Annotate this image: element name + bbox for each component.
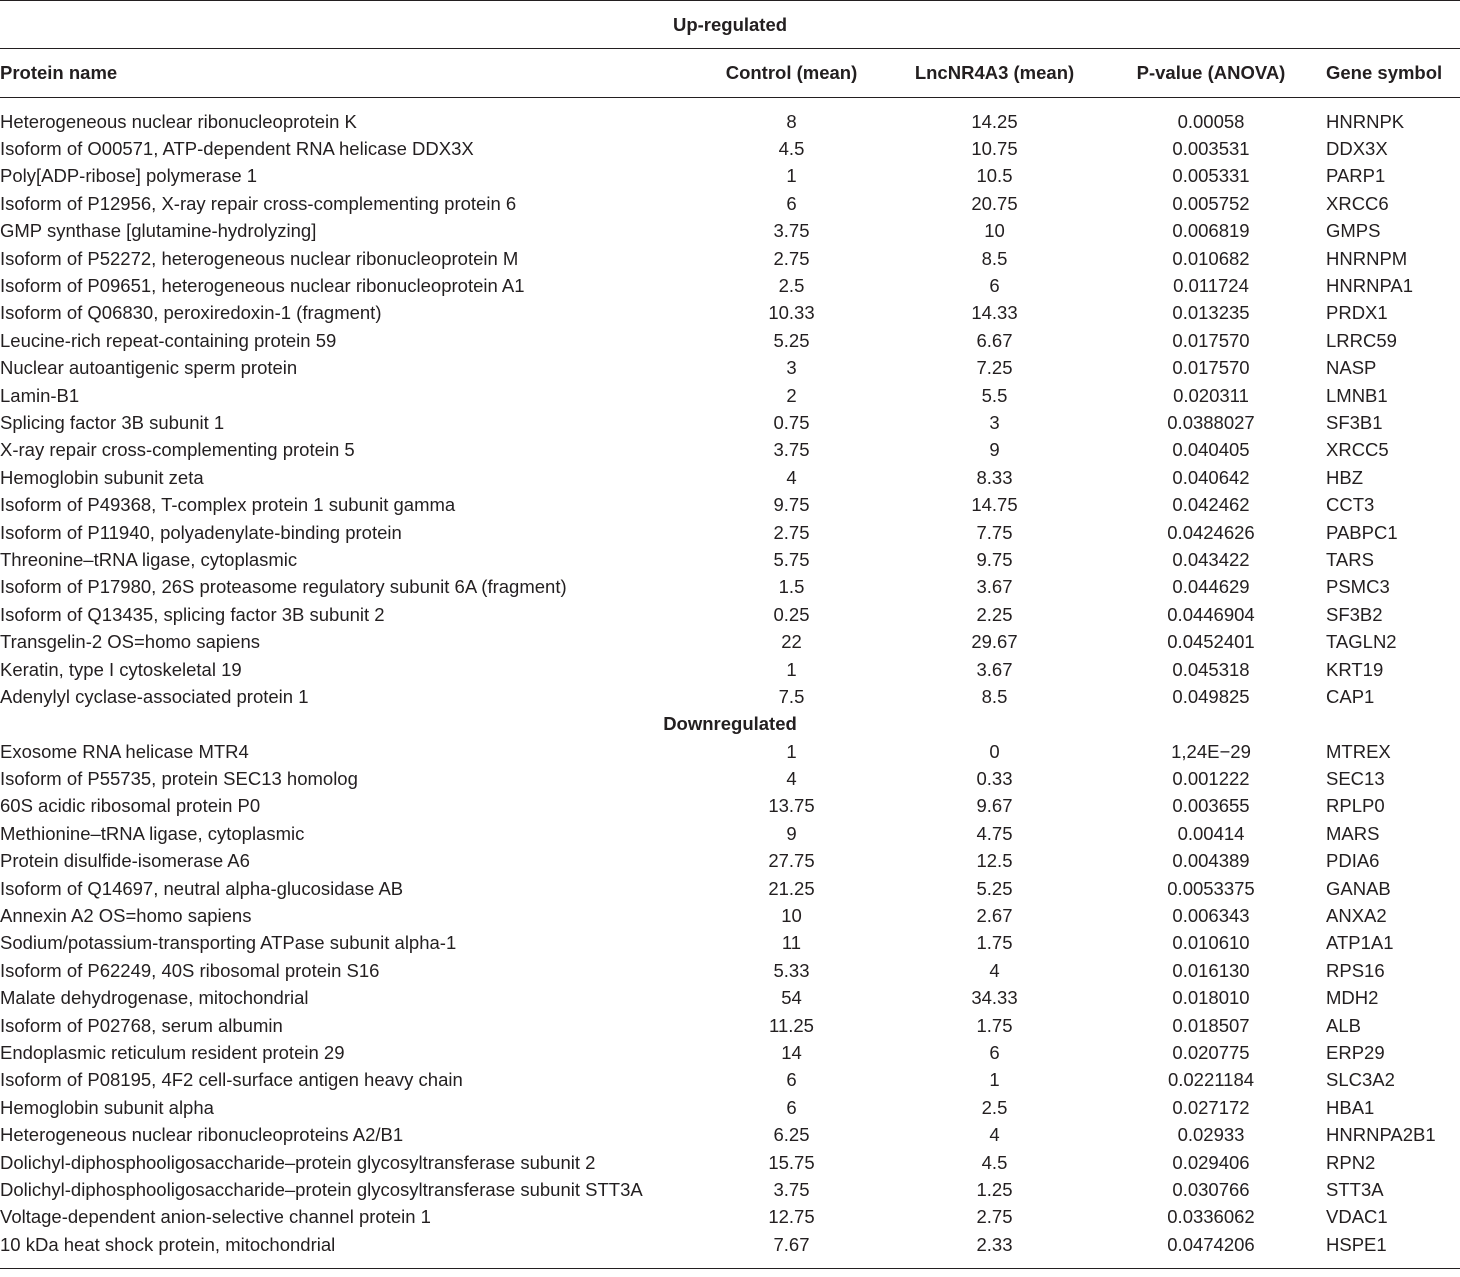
p-value-cell: 0.017570 — [1172, 329, 1250, 351]
protein-name-cell: Nuclear autoantigenic sperm protein — [0, 357, 298, 379]
protein-name-cell: Isoform of P55735, protein SEC13 homolog — [0, 768, 358, 790]
table-row — [0, 98, 1460, 136]
protein-name-cell: Threonine–tRNA ligase, cytoplasmic — [0, 548, 298, 570]
protein-name-cell: Isoform of P09651, heterogeneous nuclear ribonucleoprotein A1 — [0, 275, 525, 297]
table-row — [0, 1231, 1460, 1269]
p-value-cell: 0.003655 — [1172, 795, 1250, 817]
gene-symbol-cell: PDIA6 — [1326, 850, 1380, 872]
table-row — [0, 875, 1460, 902]
protein-name-cell: Isoform of Q06830, peroxiredoxin-1 (fragment) — [0, 302, 382, 324]
protein-name-cell: Isoform of O00571, ATP-dependent RNA helicase DDX3X — [0, 138, 474, 160]
p-value-cell: 0.005331 — [1172, 165, 1250, 187]
protein-name-cell: Heterogeneous nuclear ribonucleoproteins A2/B1 — [0, 1124, 404, 1146]
lncnr4a3-mean-cell: 2.33 — [893, 1231, 1096, 1269]
p-value-cell: 0.018507 — [1172, 1014, 1250, 1036]
p-value-cell: 0.0452401 — [1167, 631, 1255, 653]
lncnr4a3-mean-cell: 0 — [989, 740, 1000, 762]
protein-name-cell: Methionine–tRNA ligase, cytoplasmic — [0, 822, 305, 844]
table-row — [0, 1067, 1460, 1094]
protein-name-cell: Poly[ADP-ribose] polymerase 1 — [0, 165, 258, 187]
control-mean-cell: 8 — [786, 110, 797, 132]
control-mean-cell: 3 — [786, 357, 797, 379]
lncnr4a3-mean-cell: 8.5 — [981, 247, 1008, 269]
p-value-cell: 0.0424626 — [1167, 521, 1255, 543]
lncnr4a3-mean-cell: 4.75 — [976, 822, 1013, 844]
table-row — [0, 135, 1460, 162]
lncnr4a3-mean-cell: 14.33 — [971, 302, 1018, 324]
p-value-cell: 0.018010 — [1172, 987, 1250, 1009]
lncnr4a3-mean-cell: 6 — [989, 1041, 1000, 1063]
protein-name-cell: Endoplasmic reticulum resident protein 29 — [0, 1041, 345, 1063]
p-value-cell: 0.0221184 — [1167, 1069, 1255, 1091]
control-mean-cell: 13.75 — [768, 795, 815, 817]
control-mean-cell: 15.75 — [768, 1151, 815, 1173]
control-mean-cell: 3.75 — [773, 220, 810, 242]
gene-symbol-cell: PABPC1 — [1326, 521, 1398, 543]
table-row — [0, 656, 1460, 683]
control-mean-cell: 1.5 — [778, 576, 805, 598]
gene-symbol-cell: ALB — [1326, 1014, 1361, 1036]
gene-symbol-cell: ANXA2 — [1326, 905, 1387, 927]
control-mean-cell: 3.75 — [773, 439, 810, 461]
protein-name-cell: Isoform of Q14697, neutral alpha-glucosidase AB — [0, 877, 404, 899]
section-title: Downregulated — [663, 713, 797, 735]
gene-symbol-cell: LMNB1 — [1326, 384, 1388, 406]
protein-name-cell: Isoform of P02768, serum albumin — [0, 1014, 283, 1036]
protein-name-cell: Transgelin-2 OS=homo sapiens — [0, 631, 260, 653]
protein-name-cell: Isoform of P49368, T-complex protein 1 subunit gamma — [0, 494, 456, 516]
column-header-gene-symbol: Gene symbol — [1326, 49, 1460, 98]
gene-symbol-cell: RPLP0 — [1326, 795, 1385, 817]
lncnr4a3-mean-cell: 3.67 — [976, 658, 1013, 680]
control-mean-cell: 27.75 — [768, 850, 815, 872]
p-value-cell: 0.0388027 — [1167, 411, 1255, 433]
column-header-protein-name: Protein name — [0, 49, 690, 98]
protein-name-cell: Dolichyl-diphosphooligosaccharide–protein glycosyltransferase subunit 2 — [0, 1151, 596, 1173]
gene-symbol-cell: VDAC1 — [1326, 1206, 1388, 1228]
protein-name-cell: Isoform of P62249, 40S ribosomal protein S16 — [0, 959, 380, 981]
gene-symbol-cell: XRCC5 — [1326, 439, 1389, 461]
p-value-cell: 0.030766 — [1172, 1178, 1250, 1200]
table-body — [0, 1, 1460, 1269]
control-mean-cell: 10 — [781, 905, 802, 927]
lncnr4a3-mean-cell: 12.5 — [976, 850, 1013, 872]
p-value-cell: 0.004389 — [1172, 850, 1250, 872]
table-row — [0, 820, 1460, 847]
gene-symbol-cell: HSPE1 — [1326, 1231, 1460, 1269]
table-row — [0, 382, 1460, 409]
control-mean-cell: 6.25 — [773, 1124, 810, 1146]
gene-symbol-cell: HBZ — [1326, 466, 1363, 488]
control-mean-cell: 54 — [781, 987, 802, 1009]
control-mean-cell: 9 — [786, 822, 797, 844]
lncnr4a3-mean-cell: 5.25 — [976, 877, 1013, 899]
table-row — [0, 601, 1460, 628]
lncnr4a3-mean-cell: 10 — [984, 220, 1005, 242]
control-mean-cell: 9.75 — [773, 494, 810, 516]
gene-symbol-cell: ATP1A1 — [1326, 932, 1394, 954]
p-value-cell: 0.001222 — [1172, 768, 1250, 790]
lncnr4a3-mean-cell: 7.25 — [976, 357, 1013, 379]
protein-name-cell: Annexin A2 OS=homo sapiens — [0, 905, 252, 927]
control-mean-cell: 5.33 — [773, 959, 810, 981]
p-value-cell: 0.003531 — [1172, 138, 1250, 160]
table-row — [0, 464, 1460, 491]
control-mean-cell: 22 — [781, 631, 802, 653]
table-row — [0, 1012, 1460, 1039]
table-row — [0, 218, 1460, 245]
column-header-lncnr4a3-mean: LncNR4A3 (mean) — [893, 49, 1096, 98]
lncnr4a3-mean-cell: 4 — [989, 1124, 1000, 1146]
gene-symbol-cell: SF3B2 — [1326, 603, 1383, 625]
p-value-cell: 1,24E−29 — [1171, 740, 1251, 762]
column-header-control-mean: Control (mean) — [690, 49, 893, 98]
lncnr4a3-mean-cell: 8.5 — [981, 685, 1008, 707]
gene-symbol-cell: PRDX1 — [1326, 302, 1388, 324]
control-mean-cell: 11.25 — [769, 1014, 814, 1036]
control-mean-cell: 4.5 — [778, 138, 805, 160]
gene-symbol-cell: PSMC3 — [1326, 576, 1390, 598]
control-mean-cell: 1 — [786, 740, 797, 762]
gene-symbol-cell: SLC3A2 — [1326, 1069, 1395, 1091]
lncnr4a3-mean-cell: 7.75 — [976, 521, 1013, 543]
gene-symbol-cell: HNRNPA1 — [1326, 275, 1414, 297]
table-row — [0, 245, 1460, 272]
protein-name-cell: Isoform of P17980, 26S proteasome regulatory subunit 6A (fragment) — [0, 576, 567, 598]
table-row — [0, 1094, 1460, 1121]
control-mean-cell: 2.5 — [778, 275, 805, 297]
p-value-cell: 0.027172 — [1172, 1096, 1250, 1118]
control-mean-cell: 14 — [781, 1041, 802, 1063]
p-value-cell: 0.011724 — [1173, 275, 1249, 297]
table-row — [0, 300, 1460, 327]
p-value-cell: 0.042462 — [1172, 494, 1250, 516]
protein-name-cell: Keratin, type I cytoskeletal 19 — [0, 658, 242, 680]
gene-symbol-cell: HBA1 — [1326, 1096, 1375, 1118]
p-value-cell: 0.016130 — [1172, 959, 1250, 981]
p-value-cell: 0.010682 — [1172, 247, 1250, 269]
lncnr4a3-mean-cell: 9 — [989, 439, 1000, 461]
column-header-p-value: P-value (ANOVA) — [1096, 49, 1326, 98]
lncnr4a3-mean-cell: 1.75 — [976, 932, 1013, 954]
gene-symbol-cell: KRT19 — [1326, 658, 1384, 680]
gene-symbol-cell: STT3A — [1326, 1178, 1384, 1200]
table-row — [0, 1176, 1460, 1203]
p-value-cell: 0.044629 — [1172, 576, 1250, 598]
gene-symbol-cell: TAGLN2 — [1326, 631, 1397, 653]
control-mean-cell: 6 — [786, 1096, 797, 1118]
lncnr4a3-mean-cell: 8.33 — [976, 466, 1013, 488]
gene-symbol-cell: GMPS — [1326, 220, 1381, 242]
table-row — [0, 930, 1460, 957]
lncnr4a3-mean-cell: 2.67 — [976, 905, 1013, 927]
table-row — [0, 491, 1460, 518]
table-row — [0, 272, 1460, 299]
control-mean-cell: 7.67 — [690, 1231, 893, 1269]
gene-symbol-cell: MDH2 — [1326, 987, 1379, 1009]
gene-symbol-cell: MARS — [1326, 822, 1380, 844]
control-mean-cell: 12.75 — [768, 1206, 815, 1228]
protein-name-cell: Isoform of Q13435, splicing factor 3B subunit 2 — [0, 603, 385, 625]
control-mean-cell: 6 — [786, 192, 797, 214]
protein-name-cell: Hemoglobin subunit alpha — [0, 1096, 214, 1118]
lncnr4a3-mean-cell: 2.5 — [981, 1096, 1008, 1118]
p-value-cell: 0.040405 — [1172, 439, 1250, 461]
control-mean-cell: 2.75 — [773, 247, 810, 269]
control-mean-cell: 0.75 — [773, 411, 810, 433]
table-row — [0, 793, 1460, 820]
control-mean-cell: 10.33 — [768, 302, 815, 324]
table-row — [0, 437, 1460, 464]
p-value-cell: 0.029406 — [1172, 1151, 1250, 1173]
protein-name-cell: Isoform of P08195, 4F2 cell-surface antigen heavy chain — [0, 1069, 463, 1091]
control-mean-cell: 4 — [786, 768, 797, 790]
gene-symbol-cell: SF3B1 — [1326, 411, 1383, 433]
protein-name-cell: Isoform of P12956, X-ray repair cross-complementing protein 6 — [0, 192, 517, 214]
table-row — [0, 957, 1460, 984]
control-mean-cell: 1 — [786, 658, 797, 680]
gene-symbol-cell: HNRNPA2B1 — [1326, 1124, 1436, 1146]
gene-symbol-cell: LRRC59 — [1326, 329, 1397, 351]
control-mean-cell: 0.25 — [773, 603, 810, 625]
p-value-cell: 0.00414 — [1177, 822, 1245, 844]
protein-name-cell: Adenylyl cyclase-associated protein 1 — [0, 685, 309, 707]
table-row — [0, 738, 1460, 765]
lncnr4a3-mean-cell: 14.75 — [971, 494, 1018, 516]
control-mean-cell: 3.75 — [773, 1178, 810, 1200]
table-row — [0, 1039, 1460, 1066]
table-row — [0, 1149, 1460, 1176]
gene-symbol-cell: TARS — [1326, 548, 1374, 570]
protein-name-cell: Sodium/potassium-transporting ATPase subunit alpha-1 — [0, 932, 457, 954]
gene-symbol-cell: RPN2 — [1326, 1151, 1376, 1173]
gene-symbol-cell: CAP1 — [1326, 685, 1375, 707]
protein-name-cell: Heterogeneous nuclear ribonucleoprotein K — [0, 110, 357, 132]
lncnr4a3-mean-cell: 1.75 — [976, 1014, 1013, 1036]
lncnr4a3-mean-cell: 34.33 — [971, 987, 1018, 1009]
p-value-cell: 0.017570 — [1172, 357, 1250, 379]
gene-symbol-cell: HNRNPM — [1326, 247, 1408, 269]
table-row — [0, 574, 1460, 601]
lncnr4a3-mean-cell: 29.67 — [971, 631, 1018, 653]
gene-symbol-cell: HNRNPK — [1326, 110, 1405, 132]
section-title-row — [0, 711, 1460, 738]
protein-name-cell: X-ray repair cross-complementing protein 5 — [0, 439, 355, 461]
lncnr4a3-mean-cell: 0.33 — [976, 768, 1013, 790]
table-row — [0, 1204, 1460, 1231]
gene-symbol-cell: RPS16 — [1326, 959, 1385, 981]
protein-name-cell: 10 kDa heat shock protein, mitochondrial — [0, 1231, 690, 1269]
protein-name-cell: Isoform of P11940, polyadenylate-binding protein — [0, 521, 402, 543]
protein-name-cell: Leucine-rich repeat-containing protein 59 — [0, 329, 337, 351]
control-mean-cell: 11 — [781, 932, 802, 954]
table-row — [0, 409, 1460, 436]
lncnr4a3-mean-cell: 10.75 — [971, 138, 1018, 160]
p-value-cell: 0.0336062 — [1167, 1206, 1255, 1228]
table-row — [0, 902, 1460, 929]
table-row — [0, 190, 1460, 217]
p-value-cell: 0.005752 — [1172, 192, 1250, 214]
gene-symbol-cell: MTREX — [1326, 740, 1391, 762]
lncnr4a3-mean-cell: 2.25 — [976, 603, 1013, 625]
table-row — [0, 985, 1460, 1012]
control-mean-cell: 5.75 — [773, 548, 810, 570]
table-row — [0, 1121, 1460, 1148]
lncnr4a3-mean-cell: 3.67 — [976, 576, 1013, 598]
protein-name-cell: Voltage-dependent anion-selective channel protein 1 — [0, 1206, 431, 1228]
lncnr4a3-mean-cell: 3 — [989, 411, 1000, 433]
table-row — [0, 519, 1460, 546]
gene-symbol-cell: CCT3 — [1326, 494, 1375, 516]
lncnr4a3-mean-cell: 10.5 — [976, 165, 1013, 187]
gene-symbol-cell: DDX3X — [1326, 138, 1388, 160]
control-mean-cell: 7.5 — [778, 685, 805, 707]
protein-name-cell: Malate dehydrogenase, mitochondrial — [0, 987, 309, 1009]
lncnr4a3-mean-cell: 5.5 — [981, 384, 1008, 406]
p-value-cell: 0.0446904 — [1167, 603, 1255, 625]
protein-name-cell: Exosome RNA helicase MTR4 — [0, 740, 249, 762]
protein-name-cell: GMP synthase [glutamine-hydrolyzing] — [0, 220, 317, 242]
protein-name-cell: Isoform of P52272, heterogeneous nuclear ribonucleoprotein M — [0, 247, 519, 269]
control-mean-cell: 6 — [786, 1069, 797, 1091]
p-value-cell: 0.006819 — [1172, 220, 1250, 242]
table-row — [0, 327, 1460, 354]
gene-symbol-cell: XRCC6 — [1326, 192, 1389, 214]
control-mean-cell: 1 — [786, 165, 797, 187]
lncnr4a3-mean-cell: 6.67 — [976, 329, 1013, 351]
p-value-cell: 0.00058 — [1177, 110, 1245, 132]
gene-symbol-cell: SEC13 — [1326, 768, 1385, 790]
lncnr4a3-mean-cell: 2.75 — [976, 1206, 1013, 1228]
protein-name-cell: Hemoglobin subunit zeta — [0, 466, 204, 488]
p-value-cell: 0.006343 — [1172, 905, 1250, 927]
protein-name-cell: Protein disulfide-isomerase A6 — [0, 850, 250, 872]
table-row — [0, 355, 1460, 382]
control-mean-cell: 2.75 — [773, 521, 810, 543]
gene-symbol-cell: ERP29 — [1326, 1041, 1385, 1063]
table-row — [0, 628, 1460, 655]
lncnr4a3-mean-cell: 4.5 — [981, 1151, 1008, 1173]
table-row — [0, 848, 1460, 875]
p-value-cell: 0.0474206 — [1096, 1231, 1326, 1269]
gene-symbol-cell: NASP — [1326, 357, 1377, 379]
p-value-cell: 0.0053375 — [1167, 877, 1255, 899]
control-mean-cell: 5.25 — [773, 329, 810, 351]
p-value-cell: 0.013235 — [1172, 302, 1250, 324]
table-row — [0, 765, 1460, 792]
lncnr4a3-mean-cell: 1 — [989, 1069, 1000, 1091]
table-row — [0, 163, 1460, 190]
lncnr4a3-mean-cell: 14.25 — [971, 110, 1018, 132]
protein-name-cell: 60S acidic ribosomal protein P0 — [0, 795, 261, 817]
section-title: Up-regulated — [0, 1, 1460, 49]
lncnr4a3-mean-cell: 9.75 — [976, 548, 1013, 570]
lncnr4a3-mean-cell: 1.25 — [976, 1178, 1013, 1200]
control-mean-cell: 21.25 — [768, 877, 815, 899]
control-mean-cell: 4 — [786, 466, 797, 488]
column-header-row — [0, 49, 1460, 98]
p-value-cell: 0.020311 — [1173, 384, 1249, 406]
p-value-cell: 0.010610 — [1172, 932, 1250, 954]
gene-symbol-cell: PARP1 — [1326, 165, 1386, 187]
p-value-cell: 0.020775 — [1172, 1041, 1250, 1063]
protein-name-cell: Splicing factor 3B subunit 1 — [0, 411, 225, 433]
table-row — [0, 683, 1460, 710]
lncnr4a3-mean-cell: 20.75 — [971, 192, 1018, 214]
p-value-cell: 0.045318 — [1172, 658, 1250, 680]
protein-name-cell: Lamin-B1 — [0, 384, 80, 406]
lncnr4a3-mean-cell: 6 — [989, 275, 1000, 297]
lncnr4a3-mean-cell: 9.67 — [976, 795, 1013, 817]
p-value-cell: 0.02933 — [1177, 1124, 1245, 1146]
p-value-cell: 0.040642 — [1172, 466, 1250, 488]
lncnr4a3-mean-cell: 4 — [989, 959, 1000, 981]
table-row — [0, 546, 1460, 573]
gene-symbol-cell: GANAB — [1326, 877, 1391, 899]
control-mean-cell: 2 — [786, 384, 797, 406]
p-value-cell: 0.043422 — [1172, 548, 1250, 570]
protein-name-cell: Dolichyl-diphosphooligosaccharide–protein glycosyltransferase subunit STT3A — [0, 1178, 643, 1200]
section-title-row — [0, 1, 1460, 49]
p-value-cell: 0.049825 — [1172, 685, 1250, 707]
